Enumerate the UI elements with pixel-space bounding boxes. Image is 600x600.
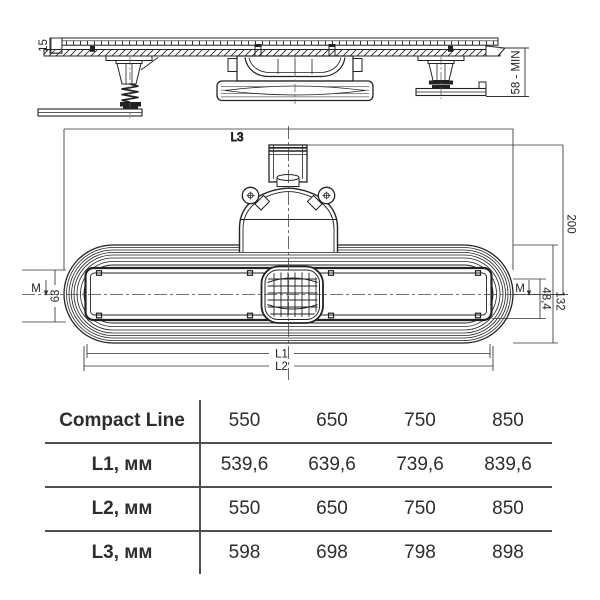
value-cell: 650 [288,487,376,531]
dim-label-63: 63 [50,289,63,303]
row-label-cell: L2, мм [45,487,200,531]
dim-label-132: 132 [553,291,566,311]
value-cell: 850 [464,487,552,531]
center-mark-right: M [515,283,525,295]
value-cell: 598 [228,542,261,563]
value-cell: 550 [200,487,288,531]
value-cell: 898 [492,542,524,563]
table-row-l1 [45,443,552,487]
table-row-header [45,400,552,443]
value-cell: 750 [376,400,464,443]
right-foot [416,56,486,99]
spec-table [45,400,552,574]
value-cell: 539,6 [200,443,288,487]
dim-label-l1: L1 [275,348,288,361]
top-view-drawing [22,126,576,380]
table-row-l3 [45,531,552,574]
center-mark-left: M [31,283,41,295]
row-label-cell: Compact Line [45,400,200,443]
value-cell: 750 [376,487,464,531]
dim-left-group [22,270,66,322]
side-view-drawing [38,38,529,118]
value-cell: 550 [200,400,288,443]
row-label-cell: L3, мм [45,531,200,574]
value-cell: 650 [288,400,376,443]
value-cell: 850 [464,400,552,443]
dim-label-48-4: 48,4 [539,287,552,310]
dim-label-200: 200 [564,214,577,234]
table-row-l2 [45,487,552,531]
dim-label-15: 15 [38,39,51,52]
value-cell: 739,6 [376,443,464,487]
value-cell: 698 [316,542,348,563]
left-foot [38,56,158,118]
dim-label-58-min: 58 - MIN [510,50,523,95]
dim-label-l2: L2 [275,361,288,373]
value-cell: 639,6 [288,443,376,487]
row-label-cell: L1, мм [45,443,200,487]
value-cell: 798 [404,542,436,563]
dim-label-l3: L3 [230,132,244,144]
value-cell: 839,6 [464,443,552,487]
dim-right-group [492,214,576,343]
